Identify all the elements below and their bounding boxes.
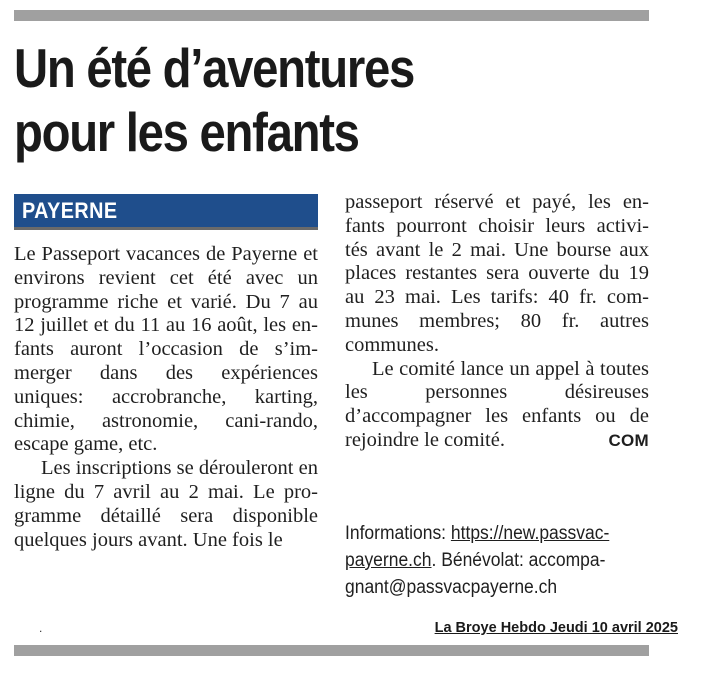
text-line: uniques: accrobranche, karting, [14,385,318,408]
text-line: gramme détaillé sera disponible [14,504,318,527]
volunteer-label: . Bénévolat: accompa- [431,550,606,571]
text-line: Le Passeport vacances de Payerne [14,243,304,265]
article-column-2 [345,191,649,453]
paragraph-1 [14,243,318,457]
text-line: et environs revient cet été avec un [14,243,318,289]
top-rule [14,10,649,21]
text-line: passeport réservé et payé, les en- [345,191,649,213]
text-line: quelques jours avant. Une fois le [14,528,283,551]
bottom-rule [14,645,649,656]
text-line: rejoindre le comité. [345,428,505,451]
text-line: escape game, etc. [14,433,158,456]
source-credit: La Broye Hebdo Jeudi 10 avril 2025 [434,620,678,636]
text-line: communes. [345,333,439,356]
headline-line-2: pour les enfants [14,101,359,163]
text-line: 12 juillet et du 11 au 16 août, les en- [14,314,318,337]
stray-dot: . [39,621,43,635]
kicker-label: PAYERNE [22,198,118,223]
text-line: fants auront l’occasion de s’im- [14,338,318,361]
article-column-1 [14,243,318,552]
text-line: fants pourront choisir leurs activi- [345,214,649,237]
text-line: merger dans des expériences [14,361,318,384]
byline: COM [608,430,649,450]
paragraph-4 [345,358,649,453]
volunteer-email: gnant@passvacpayerne.ch [345,577,558,598]
headline-line-1: Un été d’aventures [14,37,414,99]
text-line: munes membres; 80 fr. autres [345,309,649,332]
text-line: tés avant le 2 mai. Une bourse aux [345,238,649,261]
info-block [345,520,630,601]
info-label: Informations: [345,523,451,544]
paragraph-2 [14,457,318,552]
text-line: Le comité lance un appel à [372,357,601,380]
headline [14,36,564,164]
text-line: places restantes sera ouverte du [345,262,629,285]
text-line: programme riche et varié. Du 7 au [14,290,318,313]
text-line: en ligne du 7 avril au 2 mai. Le pro- [14,457,318,503]
website-link-continued[interactable]: payerne.ch [345,550,432,571]
kicker-badge [14,194,318,230]
info-line-3 [345,574,630,601]
text-line: Les inscriptions se dérouleront [41,457,299,480]
paragraph-3 [345,191,649,358]
text-line: d’accompagner les enfants ou de [345,405,649,428]
text-line: 19 au 23 mai. Les tarifs: 40 fr. com- [345,262,649,309]
text-line: chimie, astronomie, cani-rando, [14,409,318,432]
website-link[interactable]: https://new.passvac- [450,523,610,544]
text-line: toutes les personnes désireuses [345,357,649,404]
info-line-1 [345,520,630,547]
info-line-2 [345,547,630,574]
